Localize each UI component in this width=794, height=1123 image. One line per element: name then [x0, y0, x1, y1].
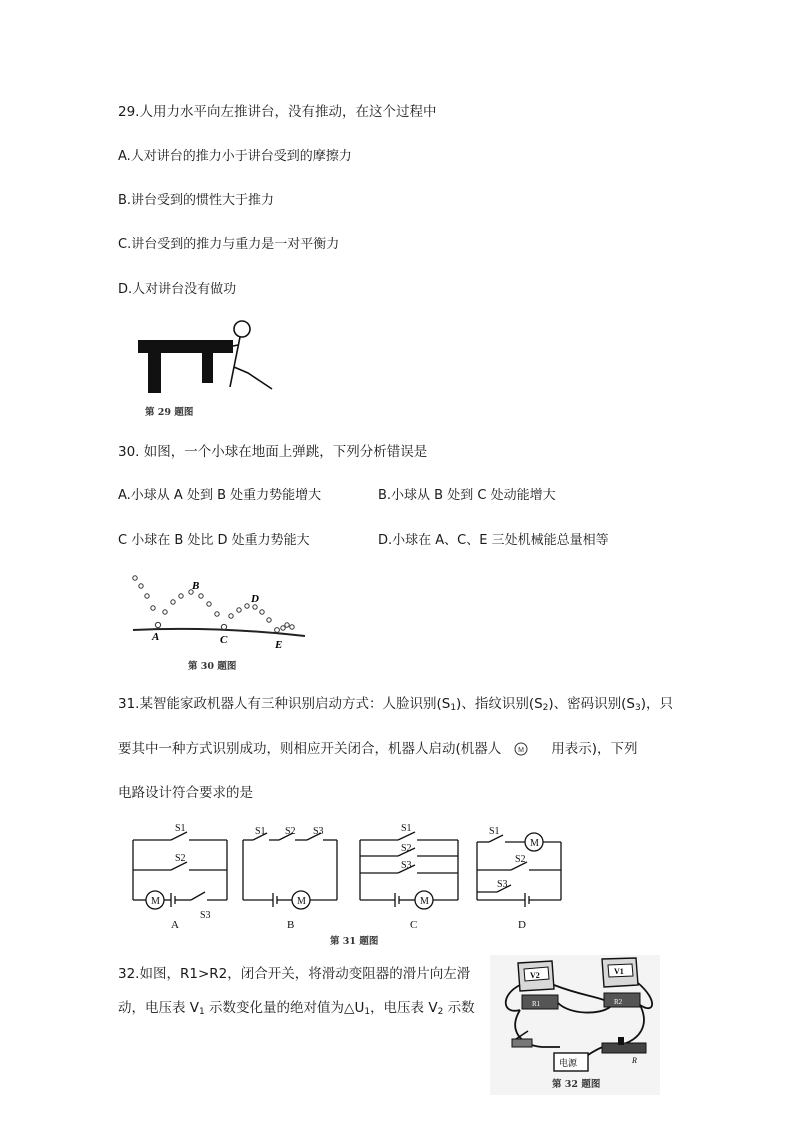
voltmeter-v2 [518, 961, 554, 991]
q29-option-d: D.人对讲台没有做功 [118, 282, 237, 297]
motor-icon-label: M [518, 747, 525, 754]
v2-label: V2 [530, 971, 540, 980]
q31-line-2 [118, 740, 638, 758]
point-label-a: A [152, 631, 160, 643]
q32-line-2 [118, 999, 475, 1021]
circuit-d-switch-label-1: S1 [489, 826, 500, 837]
q31-line-1-part: )、密码识别(S [548, 696, 635, 712]
q32-line-2-part: 示数 [443, 1000, 475, 1016]
q30-option-a: A.小球从 A 处到 B 处重力势能增大 [118, 488, 322, 503]
u1-subscript: 1 [364, 1007, 371, 1017]
q31-figure-caption: 第 31 题图 [330, 936, 379, 947]
q31-line-1-part: )、指纹识别(S [456, 696, 543, 712]
v2-subscript: 2 [437, 1007, 444, 1017]
q29-option-b: B.讲台受到的惯性大于推力 [118, 193, 275, 208]
v1-label: V1 [614, 967, 624, 976]
v1-subscript: 1 [199, 1007, 205, 1017]
circuit-a-motor-label: M [151, 896, 160, 907]
r2-label: R2 [614, 998, 623, 1006]
circuit-d-switch-label-3: S3 [497, 879, 508, 890]
q29-stem: 29.人用力水平向左推讲台，没有推动，在这个过程中 [118, 104, 437, 120]
q29-figure-caption: 第 29 题图 [145, 407, 194, 418]
q31-line-3: 电路设计符合要求的是 [118, 785, 253, 801]
circuit-c-motor-label: M [420, 896, 429, 907]
circuit-b [243, 833, 337, 909]
q30-figure-bouncing-ball [125, 570, 310, 652]
circuit-d-switch-label-2: S2 [515, 854, 526, 865]
circuit-label-d: D [518, 919, 526, 931]
rheostat-label: R [632, 1056, 637, 1065]
point-label-e: E [275, 639, 283, 651]
q32-line-1: 32.如图，R1>R2，闭合开关，将滑动变阻器的滑片向左滑 [118, 966, 471, 982]
power-supply [554, 1053, 588, 1071]
circuit-a-switch-label-2: S2 [175, 853, 186, 864]
q32-figure-circuit-photo [490, 955, 660, 1095]
resistor-r2 [604, 993, 640, 1007]
s1-subscript: 1 [450, 703, 457, 713]
q29-option-a: A.人对讲台的推力小于讲台受到的摩擦力 [118, 149, 352, 164]
q30-stem: 30. 如图，一个小球在地面上弹跳，下列分析错误是 [118, 444, 428, 460]
circuit-a [133, 832, 227, 909]
circuit-a-switch-label-1: S1 [175, 823, 186, 834]
circuit-b-switch-label-3: S3 [313, 826, 324, 837]
person-head [234, 321, 250, 337]
podium-leg-left [148, 351, 161, 393]
circuit-d-motor-label: M [530, 838, 539, 849]
circuit-c-switch-label-1: S1 [401, 823, 412, 834]
person-body [228, 337, 272, 389]
circuit-label-a: A [171, 919, 179, 931]
circuit-c-switch-label-2: S2 [401, 843, 412, 854]
q29-figure-person-pushing-podium [130, 315, 290, 395]
circuit-c-switch-label-3: S3 [401, 860, 412, 871]
r1-label: R1 [532, 1000, 541, 1008]
podium-leg-right [202, 351, 213, 383]
q32-line-2-part: ，电压表 V [370, 1000, 438, 1016]
q31-figure-circuits [125, 822, 570, 944]
q32-line-2-part: 动，电压表 V [118, 1000, 200, 1016]
circuit-label-b: B [287, 919, 295, 931]
resistor-r1 [522, 995, 558, 1009]
q32-line-2-part: 示数变化量的绝对值为△U [204, 1000, 365, 1016]
q31-line-1-part: )，只 [640, 696, 674, 712]
circuit-b-switch-label-1: S1 [255, 826, 266, 837]
power-supply-label: 电源 [559, 1059, 578, 1069]
circuit-b-switch-label-2: S2 [285, 826, 296, 837]
q31-line-2-part: 要其中一种方式识别成功，则相应开关闭合，机器人启动(机器人 [118, 741, 502, 757]
s2-subscript: 2 [542, 703, 549, 713]
q30-option-b: B.小球从 B 处到 C 处动能增大 [378, 488, 556, 503]
motor-icon [513, 741, 529, 757]
circuit-a-switch-label-3: S3 [200, 910, 211, 921]
s3-subscript: 3 [635, 703, 641, 713]
circuit-d [477, 833, 561, 907]
q31-line-1-part: 31.某智能家政机器人有三种识别启动方式：人脸识别(S [118, 696, 451, 712]
q30-option-c: C 小球在 B 处比 D 处重力势能大 [118, 533, 310, 548]
point-label-c: C [220, 634, 228, 646]
q32-figure-caption: 第 32 题图 [552, 1079, 601, 1090]
q30-figure-caption: 第 30 题图 [188, 661, 237, 672]
q31-line-2-part: 用表示)，下列 [551, 741, 638, 757]
circuit-b-motor-label: M [297, 896, 306, 907]
circuit-label-c: C [410, 919, 418, 931]
voltmeter-v1 [602, 958, 638, 987]
point-label-d: D [251, 593, 259, 605]
q29-option-c: C.讲台受到的推力与重力是一对平衡力 [118, 237, 340, 252]
q31-line-1 [118, 695, 673, 717]
point-label-b: B [192, 580, 200, 592]
q30-option-d: D.小球在 A、C、E 三处机械能总量相等 [378, 533, 609, 548]
ball-trajectory [133, 576, 294, 633]
